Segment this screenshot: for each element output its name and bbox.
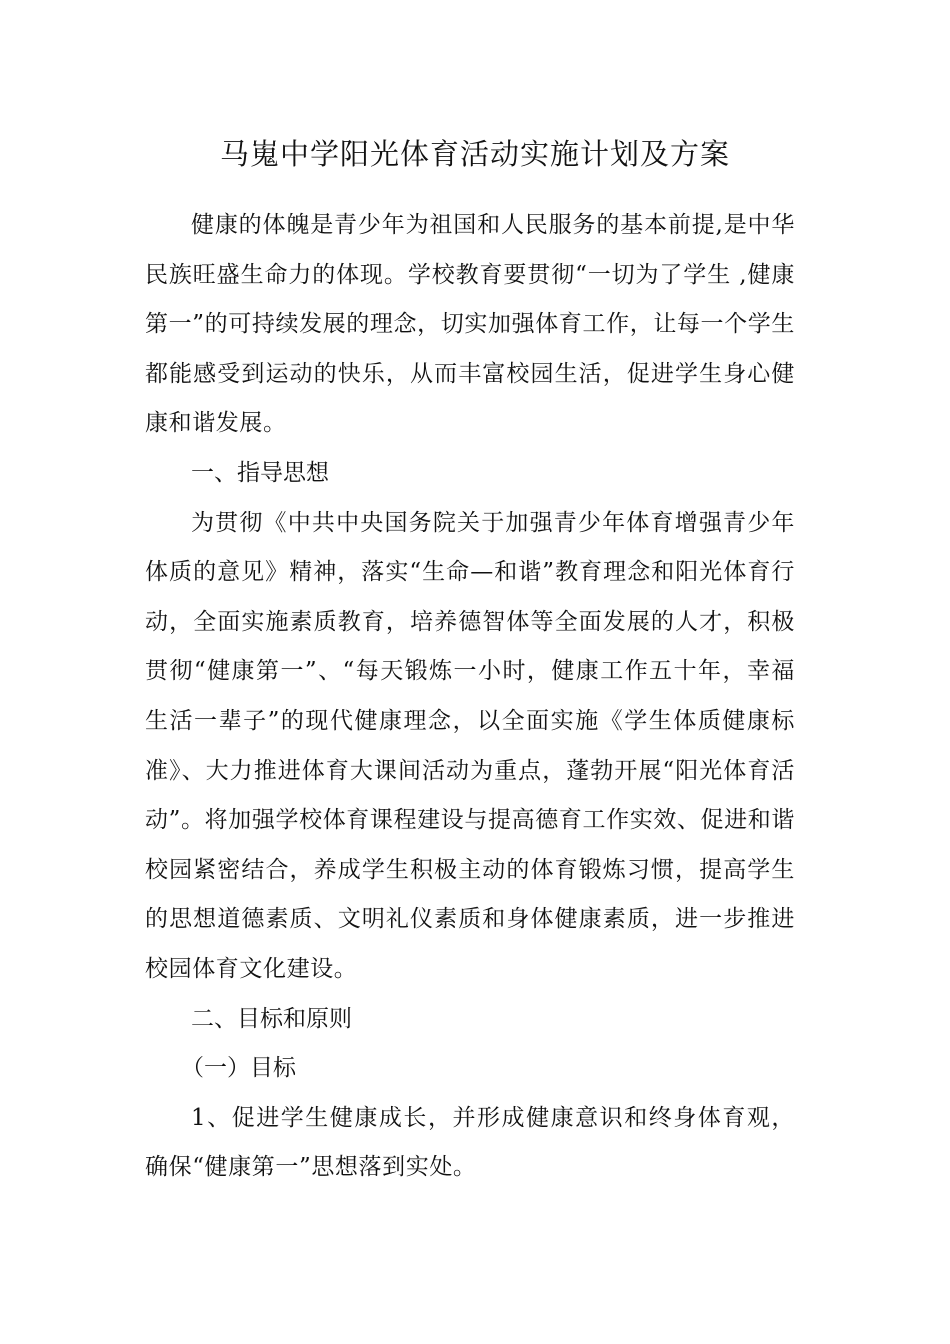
document-body [145, 201, 795, 1193]
intro-paragraph: 健康的体魄是青少年为祖国和人民服务的基本前提,是中华民族旺盛生命力的体现。学校教育要贯彻“一切为了学生 ,健康第一”的可持续发展的理念，切实加强体育工作，让每一个学生都能感受到运动的快乐，从而丰富校园生活，促进学生身心健康和谐发展。 [145, 212, 795, 437]
guiding-ideology-paragraph: 为贯彻《中共中央国务院关于加强青少年体育增强青少年体质的意见》精神，落实“生命—和谐”教育理念和阳光体育行动，全面实施素质教育，培养德智体等全面发展的人才，积极贯彻“健康第一”、“每天锻炼一小时，健康工作五十年，幸福生活一辈子”的现代健康理念，以全面实施《学生体质健康标准》、大力推进体育大课间活动为重点，蓬勃开展“阳光体育活动”。将加强学校体育课程建设与提高德育工作实效、促进和谐校园紧密结合，养成学生积极主动的体育锻炼习惯，提高学生的思想道德素质、文明礼仪素质和身体健康素质，进一步推进校园体育文化建设。 [145, 509, 795, 982]
section-heading-guiding-ideology: 一、指导思想 [191, 459, 329, 486]
subsection-heading-goals: （一）目标 [181, 1055, 296, 1082]
goal-item-1: 1、促进学生健康成长，并形成健康意识和终身体育观，确保“健康第一”思想落到实处。 [145, 1104, 795, 1181]
document-title: 马嵬中学阳光体育活动实施计划及方案 [219, 137, 730, 171]
section-heading-goals-principles: 二、目标和原则 [191, 1005, 352, 1032]
